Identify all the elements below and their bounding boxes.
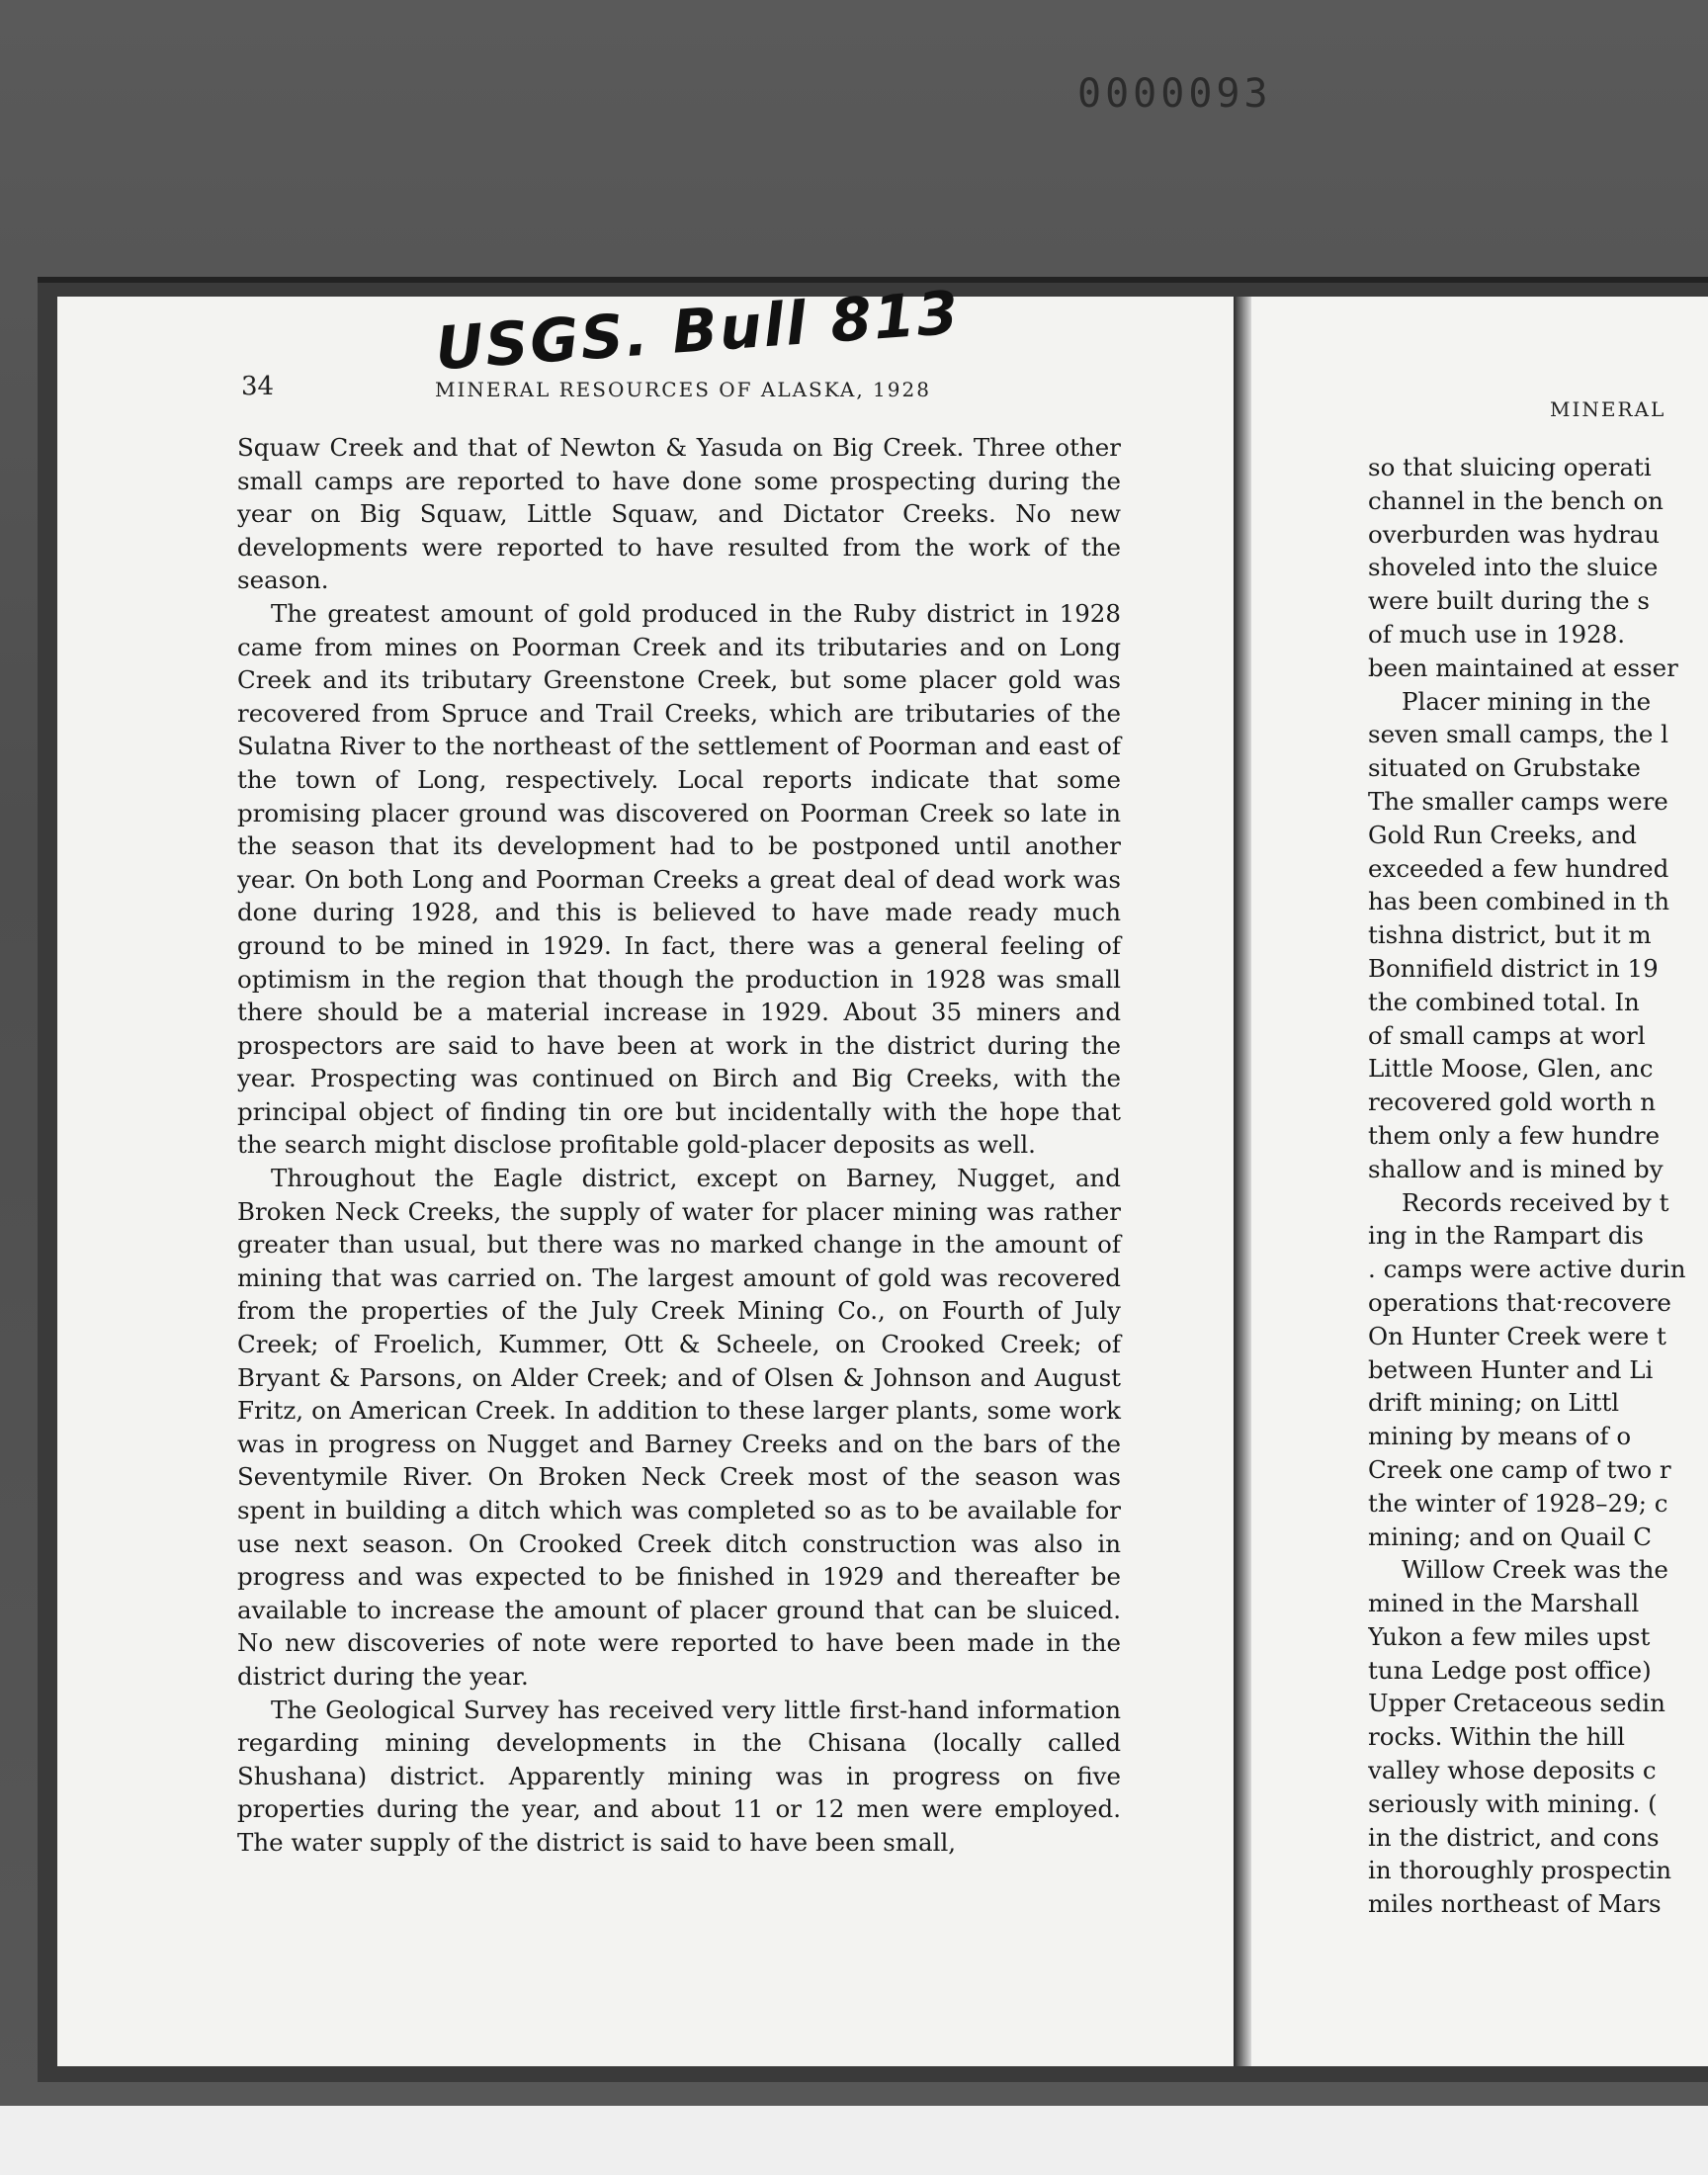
- text-line: them only a few hundre: [1368, 1120, 1661, 1150]
- left-page-body: [237, 431, 1121, 1860]
- running-head-right: MINERAL: [1550, 397, 1666, 421]
- text-line: in the district, and cons: [1368, 1822, 1660, 1852]
- text-line: the winter of 1928–29; c: [1368, 1488, 1668, 1518]
- text-line: Willow Creek was the: [1402, 1555, 1668, 1585]
- text-line: operations that·recovere: [1368, 1287, 1671, 1317]
- text-line: rocks. Within the hill: [1368, 1722, 1625, 1752]
- text-line: so that sluicing operati: [1368, 453, 1652, 481]
- text-line: Upper Cretaceous sedin: [1368, 1689, 1665, 1718]
- text-line: of much use in 1928.: [1368, 619, 1626, 649]
- text-line: ing in the Rampart dis: [1368, 1221, 1644, 1251]
- paragraph: The greatest amount of gold produced in the Ruby district in 1928 came from mines on Poorman Creek and its tributaries and on Long Creek and its tributary Greenstone Creek, but some placer gold was recovered from Spruce and Trail Creeks, which are tributaries of the Sulatna River to the northeast of the settlement of Poorman and east of the town of Long, respectively. Local reports indicate that some promising placer ground was discovered on Poorman Creek so late in the season that its development had to be postponed until another year. On both Long and Poorman Creeks a great deal of dead work was done during 1928, and this is believed to have made ready much ground to be mined in 1929. In fact, there was a general feeling of optimism in the region that though the production in 1928 was small there should be a material increase in 1929. About 35 miners and prospectors are said to have been at work in the district during the year. Prospecting was continued on Birch and Big Creeks, with the principal object of finding tin ore but incidentally with the hope that the search might disclose profitable gold-placer deposits as well.: [237, 598, 1121, 1160]
- scan-margin: [0, 2106, 1708, 2175]
- text-line: miles northeast of Mars: [1368, 1889, 1662, 1919]
- text-line: recovered gold worth n: [1368, 1088, 1657, 1117]
- text-line: shoveled into the sluice: [1368, 553, 1659, 582]
- running-head-left: MINERAL RESOURCES OF ALASKA, 1928: [435, 378, 931, 401]
- text-line: The smaller camps were: [1368, 786, 1668, 816]
- paragraph: The Geological Survey has received very little first-hand information regarding mining developments in the Chisana (locally called Shushana) district. Apparently mining was in progress on five properties during the year, and about 11 or 12 men were employed. The water supply of the district is said to have been small,: [237, 1695, 1121, 1857]
- text-line: . camps were active durin: [1368, 1255, 1686, 1284]
- paragraph: Squaw Creek and that of Newton & Yasuda on Big Creek. Three other small camps are reported to have done some prospecting during the year on Big Squaw, Little Squaw, and Dictator Creeks. No new developments were reported to have resulted from the work of the season.: [237, 433, 1121, 595]
- text-line: seven small camps, the l: [1368, 720, 1668, 749]
- book-gutter: [1234, 297, 1251, 2066]
- text-line: has been combined in th: [1368, 887, 1669, 916]
- text-line: been maintained at esser: [1368, 652, 1678, 682]
- text-line: situated on Grubstake: [1368, 753, 1641, 783]
- text-line: Gold Run Creeks, and: [1368, 820, 1637, 849]
- handwritten-annotation: USGS. Bull 813: [433, 278, 963, 385]
- text-line: mining; and on Quail C: [1368, 1522, 1653, 1551]
- text-line: seriously with mining. (: [1368, 1788, 1658, 1818]
- text-line: exceeded a few hundred: [1368, 853, 1669, 883]
- text-line: Records received by t: [1402, 1187, 1669, 1217]
- text-line: Placer mining in the: [1402, 686, 1652, 716]
- text-line: shallow and is mined by: [1368, 1154, 1664, 1183]
- text-line: of small camps at worl: [1368, 1020, 1646, 1050]
- text-line: channel in the bench on: [1368, 485, 1664, 515]
- text-line: mined in the Marshall: [1368, 1589, 1640, 1618]
- text-line: Creek one camp of two r: [1368, 1454, 1671, 1484]
- text-line: Little Moose, Glen, anc: [1368, 1054, 1654, 1084]
- right-page-body: [1368, 451, 1708, 1921]
- text-line: valley whose deposits c: [1368, 1756, 1657, 1785]
- text-line: tuna Ledge post office): [1368, 1655, 1652, 1685]
- text-line: Bonnifield district in 19: [1368, 953, 1659, 983]
- page-number: 34: [241, 372, 275, 401]
- text-line: tishna district, but it m: [1368, 920, 1652, 950]
- text-line: mining by means of o: [1368, 1422, 1632, 1451]
- paragraph: Throughout the Eagle district, except on Barney, Nugget, and Broken Neck Creeks, the supply of water for placer mining was rather greater than usual, but there was no marked change in the amount of mining that was carried on. The largest amount of gold was recovered from the properties of the July Creek Mining Co., on Fourth of July Creek; of Froelich, Kummer, Ott & Scheele, on Crooked Creek; of Bryant & Parsons, on Alder Creek; and of Olsen & Johnson and August Fritz, on American Creek. In addition to these larger plants, some work was in progress on Nugget and Barney Creeks and on the bars of the Seventymile River. On Broken Neck Creek most of the season was spent in building a ditch which was completed so as to be available for use next season. On Crooked Creek ditch construction was also in progress and was expected to be finished in 1929 and thereafter be available to increase the amount of placer ground that can be sluiced. No new discoveries of note were reported to have been made in the district during the year.: [237, 1164, 1121, 1691]
- text-line: in thoroughly prospectin: [1368, 1856, 1672, 1885]
- text-line: Yukon a few miles upst: [1368, 1621, 1651, 1651]
- archive-stamp-number: 0000093: [1077, 71, 1272, 117]
- text-line: the combined total. In: [1368, 987, 1640, 1016]
- text-line: between Hunter and Li: [1368, 1354, 1654, 1384]
- text-line: overburden was hydrau: [1368, 519, 1661, 549]
- text-line: drift mining; on Littl: [1368, 1388, 1620, 1418]
- text-line: On Hunter Creek were t: [1368, 1321, 1666, 1350]
- text-line: were built during the s: [1368, 586, 1650, 616]
